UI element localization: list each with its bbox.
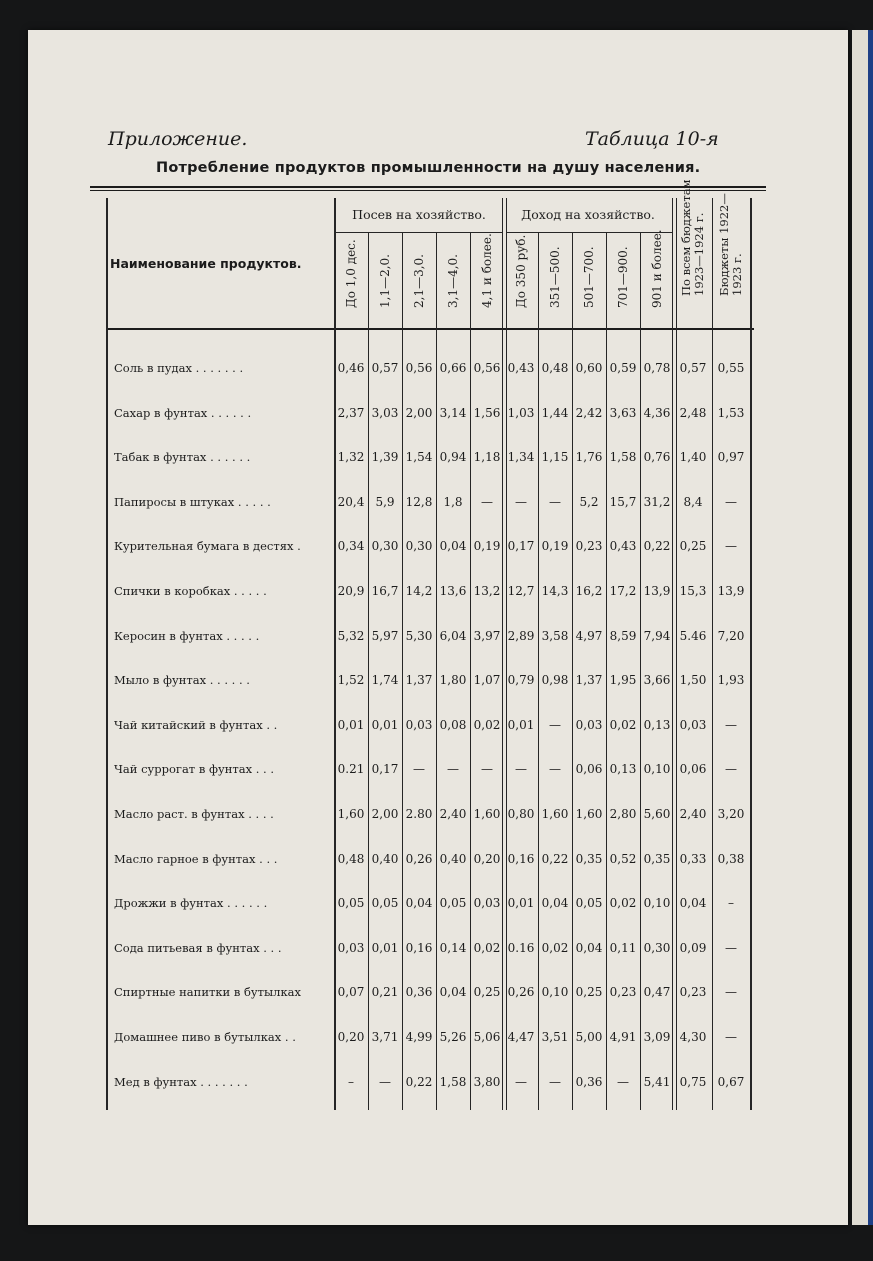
table-cell: 0,07 (337, 985, 365, 999)
table-cell: 1,60 (541, 807, 569, 821)
table-title: Потребление продуктов промышленности на душу населения. (156, 160, 701, 176)
row-label: Курительная бумага в дестях . (114, 539, 301, 553)
table-cell: 1,95 (609, 673, 637, 687)
table-cell: 0,05 (371, 896, 399, 910)
table-cell: 0,26 (507, 985, 535, 999)
table-cell: — (515, 1075, 527, 1089)
table-cell: 1,80 (439, 673, 467, 687)
table-cell: 0,79 (507, 673, 535, 687)
table-cell: 0,46 (337, 361, 365, 375)
table-cell: 0,40 (371, 852, 399, 866)
table-cell: 3,51 (541, 1030, 569, 1044)
table-cell: 0,05 (575, 896, 603, 910)
table-cell: 1,07 (473, 673, 501, 687)
column-header-label: 3,1—4,0. (446, 254, 460, 308)
table-cell: 0,03 (679, 718, 707, 732)
table-cell: 0,52 (609, 852, 637, 866)
table-cell: 3,97 (473, 629, 501, 643)
table-cell: 1,32 (337, 450, 365, 464)
table-cell: 0,57 (679, 361, 707, 375)
table-cell: — (481, 495, 493, 509)
table-cell: 0,02 (473, 718, 501, 732)
table-cell: 0,59 (609, 361, 637, 375)
table-cell: 0.21 (337, 762, 365, 776)
column-header-label: 2,1—3,0. (412, 254, 426, 308)
table-cell: 0,22 (541, 852, 569, 866)
table-cell: — (515, 762, 527, 776)
table-cell: 0,23 (609, 985, 637, 999)
table-cell: 0,30 (371, 539, 399, 553)
table-cell: 3,03 (371, 406, 399, 420)
table-cell: 0,04 (679, 896, 707, 910)
table-cell: 1,54 (405, 450, 433, 464)
table-cell: — (725, 762, 737, 776)
column-divider (712, 198, 713, 1110)
table-cell: 0,56 (473, 361, 501, 375)
column-divider (106, 198, 108, 1110)
table-cell: 1,18 (473, 450, 501, 464)
table-cell: 1,60 (473, 807, 501, 821)
table-cell: 1,40 (679, 450, 707, 464)
table-cell: 0,05 (337, 896, 365, 910)
column-header (504, 236, 538, 322)
table-cell: — (549, 495, 561, 509)
table-cell: 2.80 (405, 807, 433, 821)
table-cell: 0,19 (541, 539, 569, 553)
table-cell: 1,34 (507, 450, 535, 464)
table-cell: 0,17 (371, 762, 399, 776)
table-cell: 1,15 (541, 450, 569, 464)
row-label: Домашнее пиво в бутылках . . (114, 1030, 296, 1044)
table-cell: 20,4 (337, 495, 365, 509)
table-cell: 0,43 (507, 361, 535, 375)
row-label: Папиросы в штуках . . . . . (114, 495, 271, 509)
table-cell: 0,02 (609, 896, 637, 910)
column-divider (750, 198, 752, 1110)
table-cell: 0,22 (405, 1075, 433, 1089)
table-cell: 4,30 (679, 1030, 707, 1044)
table-cell: 5,00 (575, 1030, 603, 1044)
table-cell: 5.46 (679, 629, 707, 643)
column-header-label: 351—500. (548, 246, 562, 308)
table-cell: 0,03 (405, 718, 433, 732)
table-cell: — (549, 762, 561, 776)
row-label: Масло раст. в фунтах . . . . (114, 807, 274, 821)
table-cell: 0,34 (337, 539, 365, 553)
column-header (572, 236, 606, 322)
table-cell: 3,09 (643, 1030, 671, 1044)
table-cell: 0,02 (609, 718, 637, 732)
table-cell: 3,20 (717, 807, 745, 821)
table-cell: — (725, 985, 737, 999)
table-cell: 2,40 (439, 807, 467, 821)
table-cell: 0,03 (473, 896, 501, 910)
table-cell: 0,17 (507, 539, 535, 553)
table-cell: 0,80 (507, 807, 535, 821)
table-cell: — (481, 762, 493, 776)
column-header-label: До 1,0 дес. (344, 239, 358, 308)
table-cell: 0,21 (371, 985, 399, 999)
column-header (538, 236, 572, 322)
table-cell: 0,98 (541, 673, 569, 687)
table-cell: 3,63 (609, 406, 637, 420)
table-cell: 0,94 (439, 450, 467, 464)
row-label: Сахар в фунтах . . . . . . (114, 406, 252, 420)
column-header (436, 236, 470, 322)
table-cell: 0,04 (439, 539, 467, 553)
table-cell: 0,01 (507, 896, 535, 910)
table-cell: 2,80 (609, 807, 637, 821)
table-cell: 0,23 (679, 985, 707, 999)
table-cell: 7,94 (643, 629, 671, 643)
table-cell: 0,01 (337, 718, 365, 732)
table-cell: 13,6 (439, 584, 467, 598)
table-cell: 0,30 (405, 539, 433, 553)
table-cell: 0,16 (507, 852, 535, 866)
table-cell: 3,80 (473, 1075, 501, 1089)
top-rule (90, 186, 766, 188)
table-cell: 1,60 (575, 807, 603, 821)
group-underline (334, 232, 502, 233)
table-cell: 5,06 (473, 1030, 501, 1044)
row-label: Чай китайский в фунтах . . (114, 718, 278, 732)
table-cell: 0,13 (609, 762, 637, 776)
table-cell: 0,04 (541, 896, 569, 910)
table-cell: 2,48 (679, 406, 707, 420)
table-cell: 20,9 (337, 584, 365, 598)
table-cell: 0,02 (473, 941, 501, 955)
table-cell: 1,74 (371, 673, 399, 687)
table-cell: 1,39 (371, 450, 399, 464)
book-edge (868, 30, 873, 1225)
table-cell: 14,2 (405, 584, 433, 598)
table-cell: 3,58 (541, 629, 569, 643)
column-header (368, 236, 402, 322)
table-cell: 0,20 (473, 852, 501, 866)
table-cell: 0,06 (575, 762, 603, 776)
row-label: Спички в коробках . . . . . (114, 584, 267, 598)
table-cell: 0,25 (575, 985, 603, 999)
table-cell: 0,01 (371, 941, 399, 955)
table-cell: 0,13 (643, 718, 671, 732)
table-cell: 14,3 (541, 584, 569, 598)
row-label: Спиртные напитки в бутылках (114, 985, 302, 999)
table-cell: 1,58 (439, 1075, 467, 1089)
table-cell: 0,04 (405, 896, 433, 910)
table-cell: 2,37 (337, 406, 365, 420)
table-cell: 0,67 (717, 1075, 745, 1089)
table-cell: 2,00 (405, 406, 433, 420)
column-header-label: Бюджеты 1922— 1923 г. (717, 193, 744, 296)
table-cell: 0,01 (371, 718, 399, 732)
table-cell: 0,10 (541, 985, 569, 999)
column-header (712, 193, 750, 322)
column-divider (502, 198, 503, 1110)
table-cell: 0,02 (541, 941, 569, 955)
table-cell: 1,76 (575, 450, 603, 464)
table-cell: 3,71 (371, 1030, 399, 1044)
row-label: Керосин в фунтах . . . . . (114, 629, 260, 643)
table-cell: — (379, 1075, 391, 1089)
table-cell: 1,93 (717, 673, 745, 687)
table-cell: 0,11 (609, 941, 637, 955)
table-cell: 15,3 (679, 584, 707, 598)
table-cell: 1,44 (541, 406, 569, 420)
row-label: Табак в фунтах . . . . . . (114, 450, 251, 464)
table-cell: 0,23 (575, 539, 603, 553)
table-cell: 0,22 (643, 539, 671, 553)
table-cell: — (549, 1075, 561, 1089)
column-header-label: 501—700. (582, 246, 596, 308)
table-cell: 0,56 (405, 361, 433, 375)
row-label: Сода питьевая в фунтах . . . (114, 941, 282, 955)
table-cell: 3,14 (439, 406, 467, 420)
table-cell: 4,91 (609, 1030, 637, 1044)
table-cell: 0,36 (405, 985, 433, 999)
table-cell: 1,37 (575, 673, 603, 687)
column-header (606, 236, 640, 322)
table-cell: 1,53 (717, 406, 745, 420)
table-cell: 6,04 (439, 629, 467, 643)
column-header (674, 179, 712, 322)
table-cell: 0,48 (541, 361, 569, 375)
table-cell: — (725, 495, 737, 509)
row-label: Чай суррогат в фунтах . . . (114, 762, 275, 776)
row-label: Дрожжи в фунтах . . . . . . (114, 896, 268, 910)
column-header-label: 901 и более. (650, 229, 664, 308)
table-cell: 0,60 (575, 361, 603, 375)
table-cell: 2,00 (371, 807, 399, 821)
column-header-label: По всем бюджетам 1923—1924 г. (679, 179, 706, 296)
table-cell: 4,99 (405, 1030, 433, 1044)
table-cell: 0,26 (405, 852, 433, 866)
table-cell: 0,55 (717, 361, 745, 375)
row-label: Масло гарное в фунтах . . . (114, 852, 278, 866)
table-cell: 0,01 (507, 718, 535, 732)
table-cell: 13,9 (717, 584, 745, 598)
table-cell: 4,97 (575, 629, 603, 643)
table-cell: — (413, 762, 425, 776)
table-cell: 12,7 (507, 584, 535, 598)
table-cell: 0,06 (679, 762, 707, 776)
table-cell: — (725, 941, 737, 955)
table-cell: — (725, 718, 737, 732)
table-cell: 0.16 (507, 941, 535, 955)
next-page-edge (852, 30, 873, 1225)
table-cell: 15,7 (609, 495, 637, 509)
table-cell: 1,50 (679, 673, 707, 687)
table-cell: 0,78 (643, 361, 671, 375)
table-cell: 0,36 (575, 1075, 603, 1089)
table-cell: 0,66 (439, 361, 467, 375)
table-cell: 8,59 (609, 629, 637, 643)
table-cell: 31,2 (643, 495, 671, 509)
row-label: Мед в фунтах . . . . . . . (114, 1075, 248, 1089)
table-cell: 13,9 (643, 584, 671, 598)
table-cell: 17,2 (609, 584, 637, 598)
table-cell: 1,52 (337, 673, 365, 687)
table-cell: 2,89 (507, 629, 535, 643)
table-cell: 5,30 (405, 629, 433, 643)
table-cell: 0,19 (473, 539, 501, 553)
table-cell: 0,48 (337, 852, 365, 866)
appendix-label: Приложение. (108, 128, 248, 150)
table-cell: 0,04 (439, 985, 467, 999)
table-cell: 16,7 (371, 584, 399, 598)
column-header-label: До 350 руб. (514, 234, 528, 308)
group-header-income: Доход на хозяйство. (521, 207, 655, 222)
table-cell: 5,97 (371, 629, 399, 643)
table-cell: 1,8 (443, 495, 463, 509)
column-header-label: 4,1 и более. (480, 233, 494, 308)
table-cell: 0,09 (679, 941, 707, 955)
column-header (470, 233, 504, 322)
table-cell: 0,33 (679, 852, 707, 866)
table-cell: 0,76 (643, 450, 671, 464)
table-cell: 8,4 (683, 495, 703, 509)
table-cell: 0,10 (643, 762, 671, 776)
column-divider (334, 198, 336, 1110)
table-cell: 5,2 (579, 495, 599, 509)
table-cell: 7,20 (717, 629, 745, 643)
table-cell: 1,58 (609, 450, 637, 464)
top-rule-thin (90, 190, 766, 191)
column-header-label: 1,1—2,0. (378, 254, 392, 308)
table-cell: 0,97 (717, 450, 745, 464)
table-cell: 0,04 (575, 941, 603, 955)
table-cell: 0,43 (609, 539, 637, 553)
table-cell: 5,41 (643, 1075, 671, 1089)
table-cell: — (617, 1075, 629, 1089)
table-cell: 5,60 (643, 807, 671, 821)
table-cell: 0,08 (439, 718, 467, 732)
column-divider (506, 198, 507, 1110)
column-header (402, 236, 436, 322)
table-cell: 3,66 (643, 673, 671, 687)
table-cell: 0,10 (643, 896, 671, 910)
table-cell: 0,57 (371, 361, 399, 375)
table-cell: 0,40 (439, 852, 467, 866)
table-cell: 2,40 (679, 807, 707, 821)
table-cell: 0,03 (575, 718, 603, 732)
group-header-sowing: Посев на хозяйство. (352, 207, 486, 222)
table-cell: — (725, 1030, 737, 1044)
table-cell: 1,37 (405, 673, 433, 687)
header-rule (106, 328, 754, 330)
table-cell: 0,47 (643, 985, 671, 999)
group-underline (506, 232, 672, 233)
table-cell: 13,2 (473, 584, 501, 598)
table-cell: — (725, 539, 737, 553)
table-cell: 5,32 (337, 629, 365, 643)
table-number: Таблица 10-я (585, 128, 719, 150)
row-label: Мыло в фунтах . . . . . . (114, 673, 250, 687)
column-header-label: 701—900. (616, 246, 630, 308)
table-cell: — (447, 762, 459, 776)
table-cell: – (728, 896, 734, 910)
table-cell: 0,05 (439, 896, 467, 910)
table-cell: 5,9 (375, 495, 395, 509)
table-cell: 0,30 (643, 941, 671, 955)
table-cell: 0,35 (575, 852, 603, 866)
table-cell: 1,56 (473, 406, 501, 420)
table-cell: 0,25 (679, 539, 707, 553)
column-header (640, 229, 674, 322)
row-label: Соль в пудах . . . . . . . (114, 361, 244, 375)
table-cell: 2,42 (575, 406, 603, 420)
column-header (334, 236, 368, 322)
table-cell: 0,35 (643, 852, 671, 866)
table-cell: 0,14 (439, 941, 467, 955)
column-divider (672, 198, 673, 1110)
table-cell: 12,8 (405, 495, 433, 509)
table-cell: 1,60 (337, 807, 365, 821)
table-cell: 0,16 (405, 941, 433, 955)
table-cell: — (515, 495, 527, 509)
table-cell: 16,2 (575, 584, 603, 598)
table-cell: 0,38 (717, 852, 745, 866)
table-cell: 5,26 (439, 1030, 467, 1044)
table-cell: – (348, 1075, 354, 1089)
column-divider (676, 198, 677, 1110)
table-cell: 0,03 (337, 941, 365, 955)
table-cell: 4,36 (643, 406, 671, 420)
table-cell: 0,25 (473, 985, 501, 999)
table-cell: 4,47 (507, 1030, 535, 1044)
table-cell: 0,20 (337, 1030, 365, 1044)
table-cell: 0,75 (679, 1075, 707, 1089)
name-column-header: Наименование продуктов. (110, 256, 302, 271)
table-cell: 1,03 (507, 406, 535, 420)
table-cell: — (549, 718, 561, 732)
